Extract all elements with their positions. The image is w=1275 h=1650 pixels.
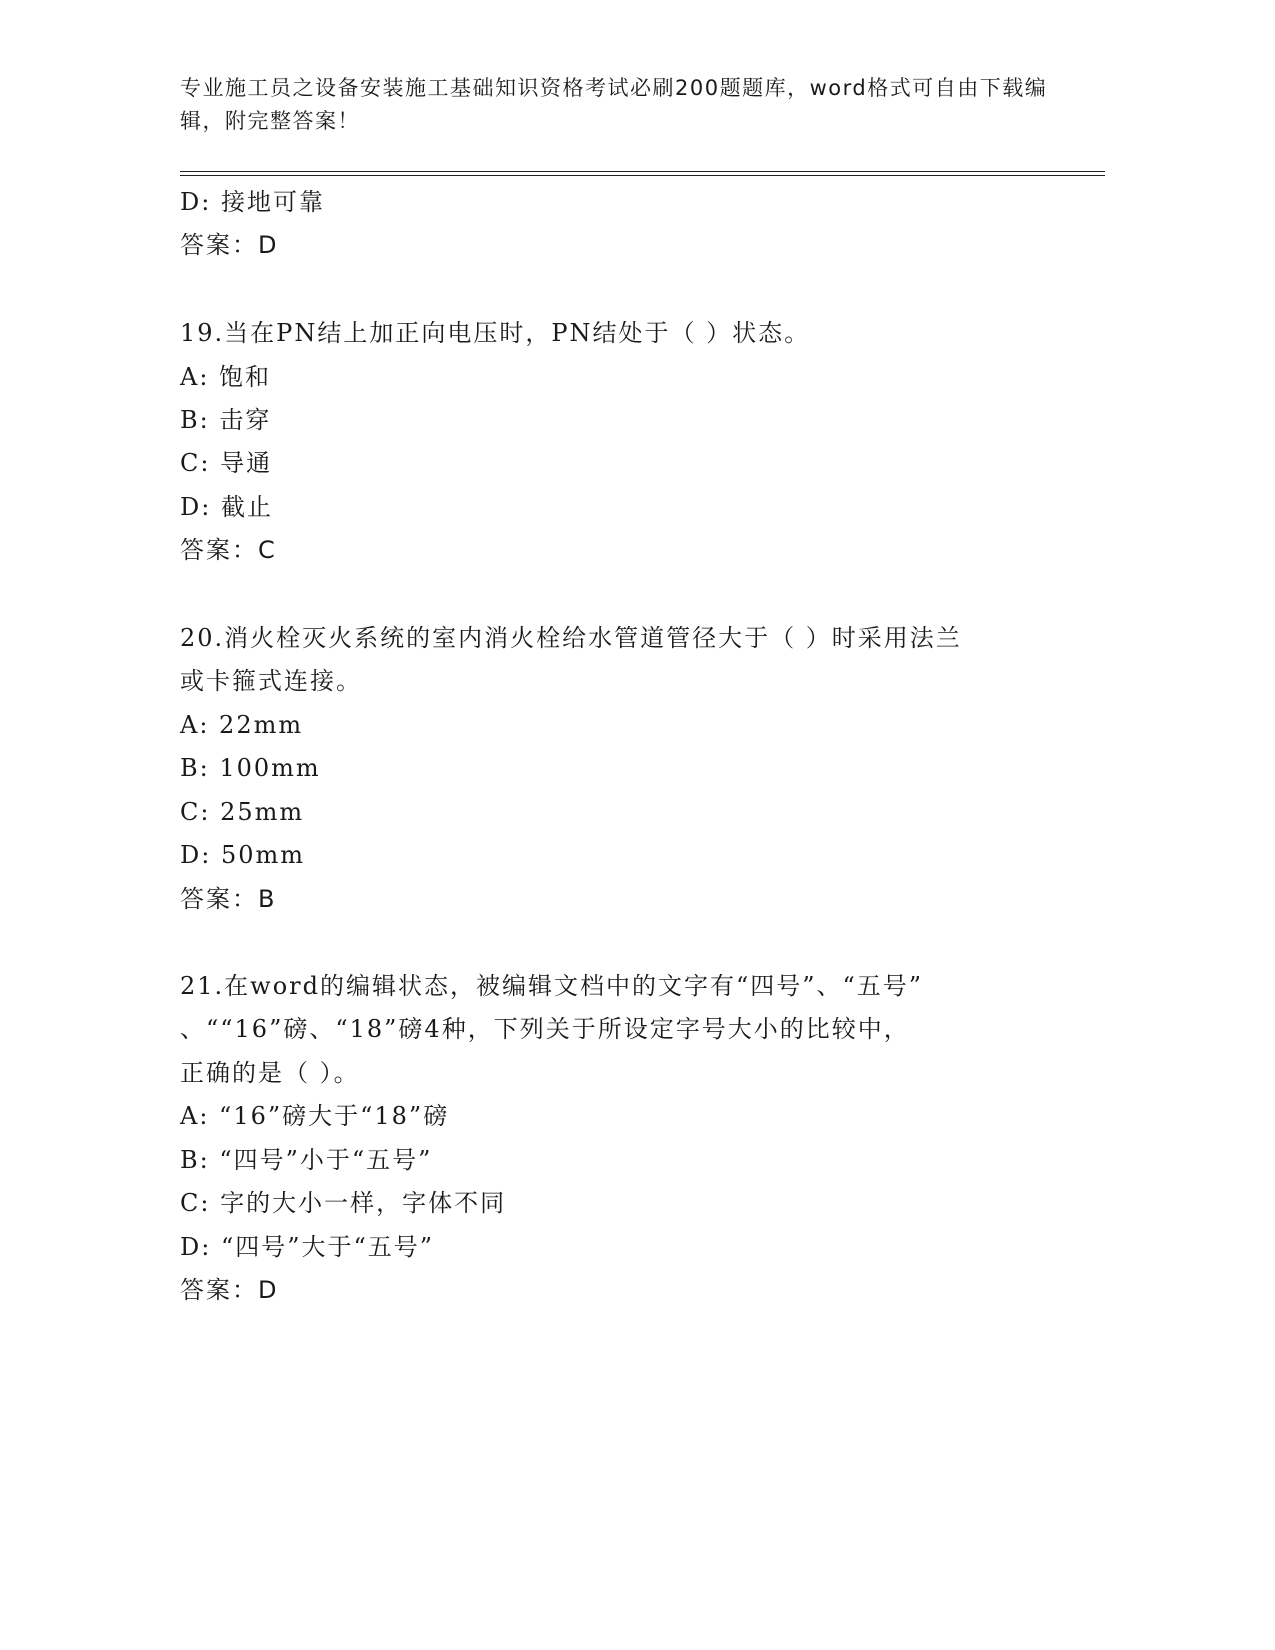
q21-option-a: A: “16”磅大于“18”磅 [180,1102,450,1130]
document-header [180,72,1060,138]
q20-option-d: D: 50mm [180,841,306,869]
q20-option-a: A: 22mm [180,711,304,739]
q20-stem-line1: 20.消火栓灭火系统的室内消火栓给水管道管径大于（ ）时采用法兰 [180,624,962,652]
q19-option-c: C: 导通 [180,449,273,477]
q19-option-a: A: 饱和 [180,363,272,391]
q20-option-c: C: 25mm [180,798,305,826]
q19-answer: 答案：C [180,536,277,564]
prev-answer: 答案：D [180,231,279,259]
q19-option-d: D: 截止 [180,493,273,521]
q19-option-b: B: 击穿 [180,406,272,434]
q21-stem-line2: 、““16”磅、“18”磅4种，下列关于所设定字号大小的比较中， [180,1015,910,1043]
header-divider-bottom [180,175,1105,176]
q21-answer: 答案：D [180,1276,279,1304]
q21-option-d: D: “四号”大于“五号” [180,1233,435,1261]
prev-option-d: D: 接地可靠 [180,188,325,216]
q21-option-c: C: 字的大小一样，字体不同 [180,1189,507,1217]
header-divider-top [180,171,1105,172]
q21-option-b: B: “四号”小于“五号” [180,1146,433,1174]
q21-stem-line1: 21.在word的编辑状态，被编辑文档中的文字有“四号”、“五号” [180,972,924,1000]
q20-answer: 答案：B [180,885,277,913]
q21-stem-line3: 正确的是（ ）。 [180,1059,360,1087]
q20-stem-line2: 或卡箍式连接。 [180,667,362,695]
document-title: 专业施工员之设备安装施工基础知识资格考试必刷200题题库，word格式可自由下载编辑，附完整答案！ [180,76,1048,133]
q19-stem: 19.当在PN结上加正向电压时，PN结处于（ ）状态。 [180,319,811,347]
q20-option-b: B: 100mm [180,754,321,782]
